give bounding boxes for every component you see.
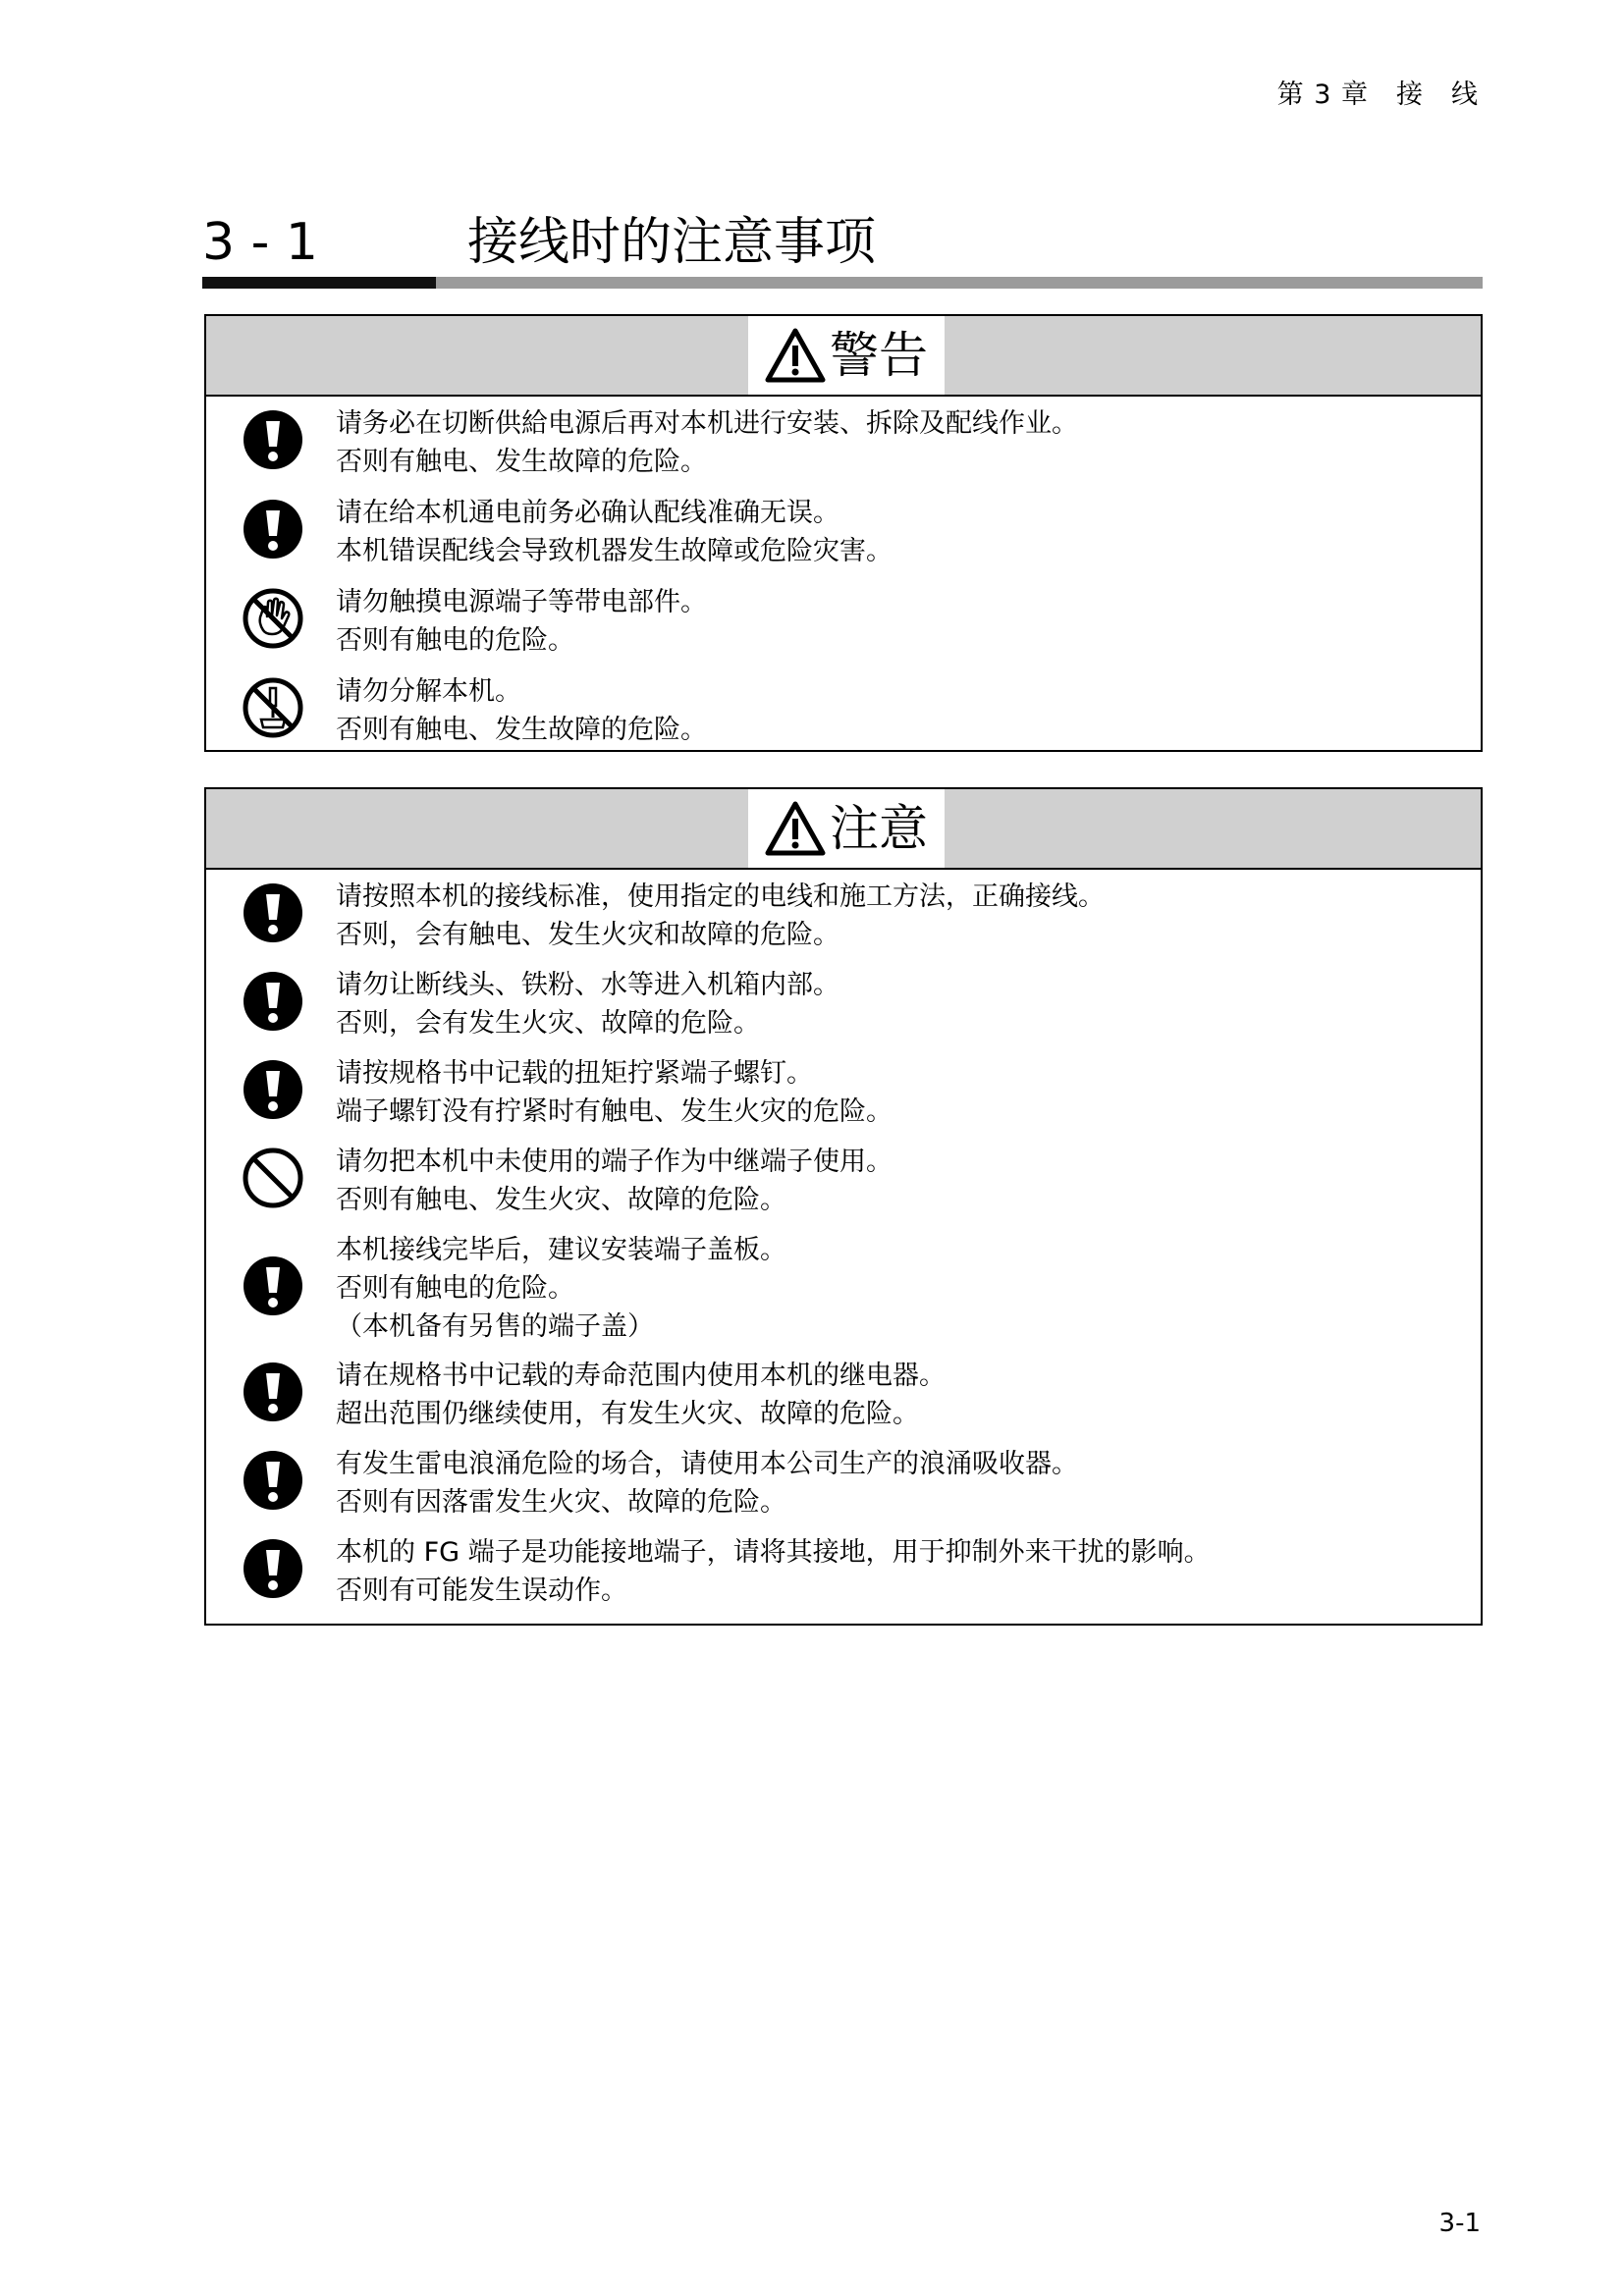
item-text-line: 请勿让断线头、铁粉、水等进入机箱内部。 <box>336 970 839 1000</box>
prohibition-icon <box>242 1147 304 1209</box>
item-text-line: 请勿触摸电源端子等带电部件。 <box>336 587 707 617</box>
item-text-line: 请在给本机通电前务必确认配线准确无误。 <box>336 498 839 528</box>
warning-item <box>206 397 1481 486</box>
item-text-line: 请勿分解本机。 <box>336 676 521 707</box>
mandatory-icon <box>242 881 304 944</box>
mandatory-icon <box>242 408 304 471</box>
mandatory-icon <box>242 1058 304 1121</box>
section-heading <box>202 208 1479 277</box>
section-title: 接线时的注意事项 <box>467 213 877 272</box>
warning-label: 警告 <box>830 327 928 384</box>
item-text-line: 请务必在切断供給电源后再对本机进行安装、拆除及配线作业。 <box>336 408 1078 439</box>
item-text-line: （本机备有另售的端子盖） <box>336 1311 654 1342</box>
caution-box <box>204 787 1483 1626</box>
item-text-line: 请按照本机的接线标准，使用指定的电线和施工方法，正确接线。 <box>336 881 1105 912</box>
warning-box <box>204 314 1483 752</box>
no-touch-icon <box>242 587 304 650</box>
warning-title <box>748 316 945 395</box>
caution-item <box>206 1437 1481 1525</box>
mandatory-icon <box>242 1449 304 1512</box>
item-text-line: 否则，会有触电、发生火灾和故障的危险。 <box>336 920 839 950</box>
item-text-line: 本机的 FG 端子是功能接地端子，请将其接地，用于抑制外来干扰的影响。 <box>336 1537 1211 1568</box>
item-text-line: 否则有触电、发生火灾、故障的危险。 <box>336 1185 786 1215</box>
item-text-line: 超出范围仍继续使用，有发生火灾、故障的危险。 <box>336 1399 919 1429</box>
caution-item <box>206 1135 1481 1223</box>
warning-item <box>206 665 1481 751</box>
no-disassembly-icon <box>242 676 304 739</box>
mandatory-icon <box>242 1255 304 1317</box>
item-text-line: 否则有触电的危险。 <box>336 625 574 656</box>
section-number: 3 - 1 <box>202 213 318 272</box>
item-text-line: 端子螺钉没有拧紧时有触电、发生火灾的危险。 <box>336 1096 893 1127</box>
caution-item <box>206 1525 1481 1622</box>
item-text-line: 否则有因落雷发生火灾、故障的危险。 <box>336 1487 786 1518</box>
item-text-line: 否则有触电的危险。 <box>336 1273 574 1304</box>
mandatory-icon <box>242 970 304 1033</box>
item-text-line: 请勿把本机中未使用的端子作为中继端子使用。 <box>336 1147 893 1177</box>
mandatory-icon <box>242 1537 304 1600</box>
caution-item <box>206 958 1481 1046</box>
caution-item <box>206 870 1481 958</box>
item-text-line: 本机接线完毕后，建议安装端子盖板。 <box>336 1235 786 1265</box>
caution-item <box>206 1223 1481 1349</box>
warning-triangle-icon <box>765 801 826 856</box>
item-text-line: 请按规格书中记载的扭矩拧紧端子螺钉。 <box>336 1058 813 1089</box>
item-text-line: 请在规格书中记载的寿命范围内使用本机的继电器。 <box>336 1361 946 1391</box>
item-text-line: 有发生雷电浪涌危险的场合，请使用本公司生产的浪涌吸收器。 <box>336 1449 1078 1479</box>
item-text-line: 否则有触电、发生故障的危险。 <box>336 715 707 745</box>
item-text-line: 否则有触电、发生故障的危险。 <box>336 447 707 477</box>
mandatory-icon <box>242 1361 304 1423</box>
title-rule <box>202 277 1483 289</box>
mandatory-icon <box>242 498 304 561</box>
warning-item <box>206 486 1481 575</box>
warning-triangle-icon <box>765 328 826 383</box>
item-text-line: 否则有可能发生误动作。 <box>336 1575 627 1606</box>
chapter-header: 第 3 章 接 线 <box>1276 80 1479 110</box>
warning-header <box>206 316 1481 397</box>
warning-item <box>206 575 1481 665</box>
item-text-line: 否则，会有发生火灾、故障的危险。 <box>336 1008 760 1039</box>
caution-title <box>748 789 945 868</box>
item-text-line: 本机错误配线会导致机器发生故障或危险灾害。 <box>336 536 893 566</box>
caution-item <box>206 1349 1481 1437</box>
caution-header <box>206 789 1481 870</box>
page-number: 3-1 <box>1438 2209 1481 2238</box>
caution-item <box>206 1046 1481 1135</box>
caution-label: 注意 <box>830 800 928 857</box>
